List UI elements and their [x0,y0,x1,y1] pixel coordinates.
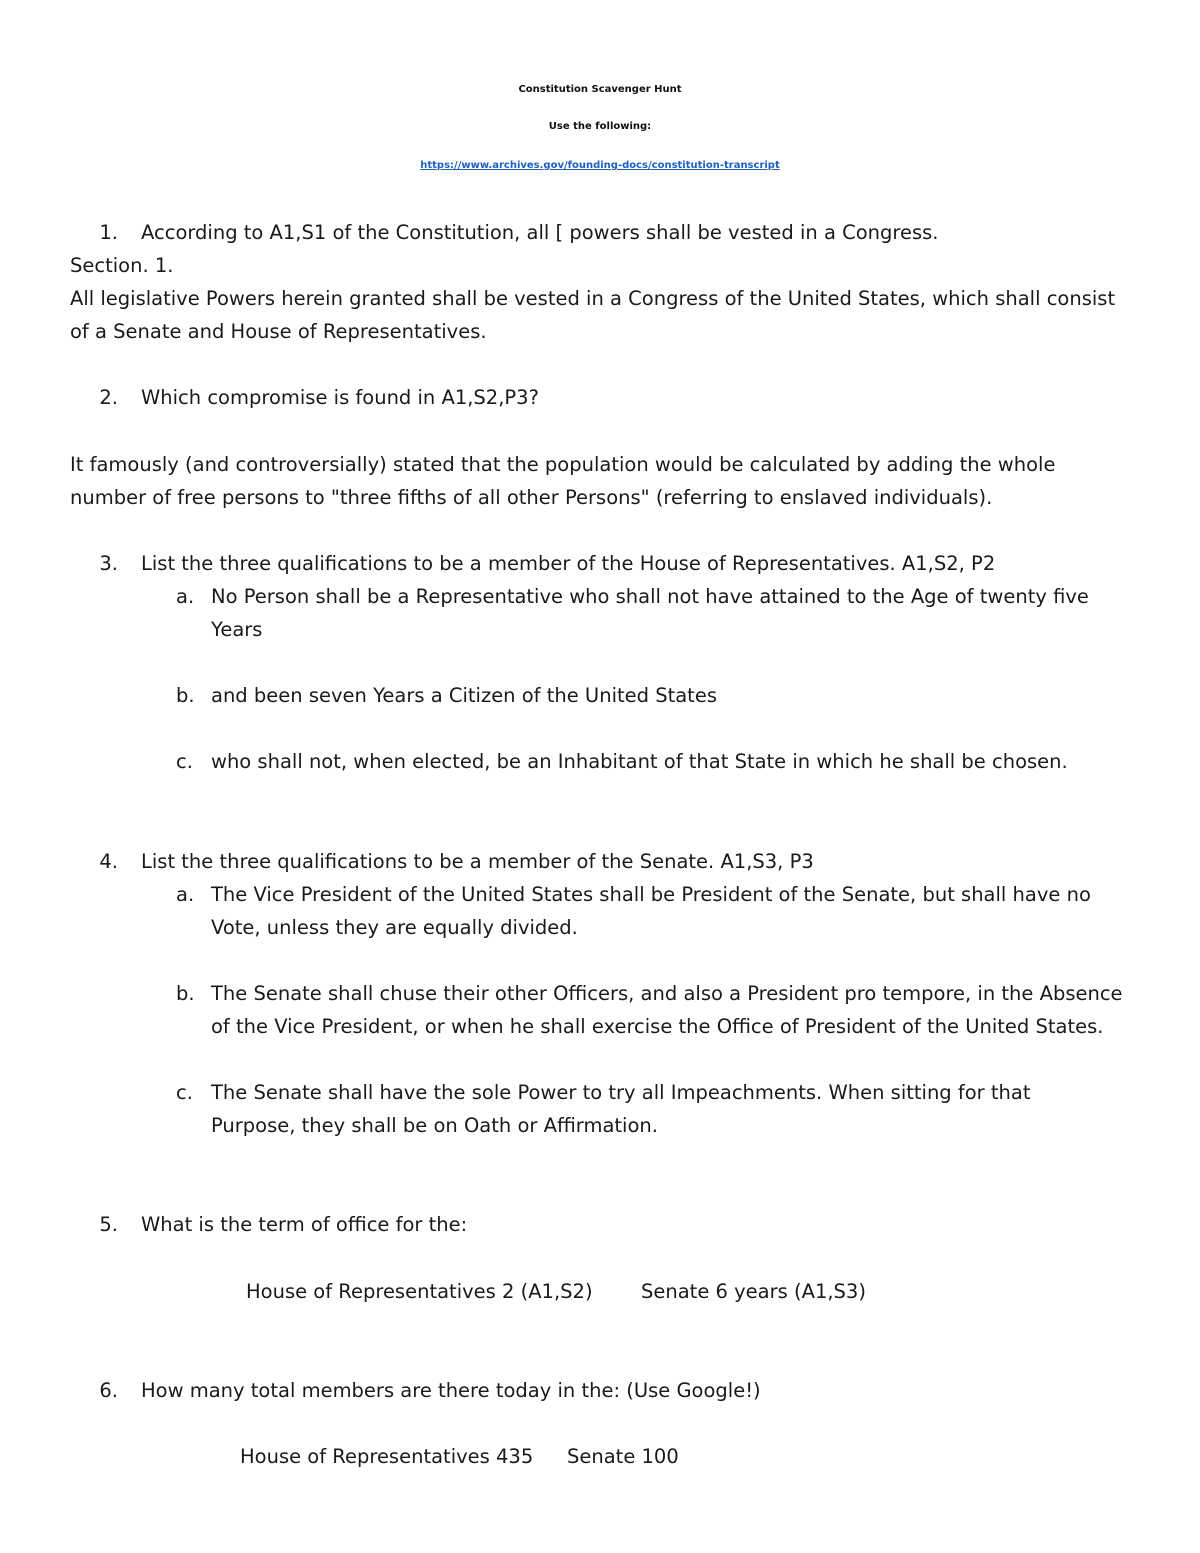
question-3-number: 3. [99,552,118,575]
page-subtitle: Use the following: [548,121,652,132]
question-1-answer-line-1: All legislative Powers herein granted shall be vested in a Congress of the United States, which shall consist [70,287,1116,310]
question-4-text: List the three qualifications to be a member of the Senate. A1,S3, P3 [141,850,814,873]
question-4b-answer-line-2: of the Vice President, or when he shall exercise the Office of President of the United States. [211,1015,1104,1038]
page-title: Constitution Scavenger Hunt [518,84,682,95]
question-4b-letter: b. [176,982,195,1005]
question-1-text: According to A1,S1 of the Constitution, all [ powers shall be vested in a Congress. [141,221,939,244]
question-2-answer-line-2: number of free persons to "three fifths of all other Persons" (referring to enslaved individuals). [70,486,993,509]
question-4b-answer-line-1: The Senate shall chuse their other Officers, and also a President pro tempore, in the Absence [211,982,1123,1005]
question-4c-letter: c. [176,1081,193,1104]
question-4a-answer-line-1: The Vice President of the United States shall be President of the Senate, but shall have no [211,883,1091,906]
question-3a-answer-line-2: Years [211,618,263,641]
question-5-senate-answer: Senate 6 years (A1,S3) [641,1280,866,1303]
question-4-number: 4. [99,850,118,873]
question-6-house-answer: House of Representatives 435 [240,1445,534,1468]
question-3b-letter: b. [176,684,195,707]
question-1-number: 1. [99,221,118,244]
question-4c-answer-line-1: The Senate shall have the sole Power to try all Impeachments. When sitting for that [211,1081,1031,1104]
question-4a-letter: a. [176,883,195,906]
question-6-text: How many total members are there today in the: (Use Google!) [141,1379,761,1402]
question-6-senate-answer: Senate 100 [567,1445,679,1468]
question-1-answer-line-2: of a Senate and House of Representatives. [70,320,487,343]
question-3b-answer: and been seven Years a Citizen of the United States [211,684,717,707]
question-2-number: 2. [99,386,118,409]
question-3a-letter: a. [176,585,195,608]
question-5-house-answer: House of Representatives 2 (A1,S2) [246,1280,593,1303]
question-5-text: What is the term of office for the: [141,1213,468,1236]
question-6-number: 6. [99,1379,118,1402]
question-2-text: Which compromise is found in A1,S2,P3? [141,386,539,409]
question-4a-answer-line-2: Vote, unless they are equally divided. [211,916,578,939]
question-4c-answer-line-2: Purpose, they shall be on Oath or Affirmation. [211,1114,658,1137]
question-1-section: Section. 1. [70,254,174,277]
question-3c-answer: who shall not, when elected, be an Inhabitant of that State in which he shall be chosen. [211,750,1068,773]
question-3a-answer-line-1: No Person shall be a Representative who shall not have attained to the Age of twenty five [211,585,1089,608]
question-3c-letter: c. [176,750,193,773]
source-link[interactable]: https://www.archives.gov/founding-docs/constitution-transcript [420,160,780,171]
question-2-answer-line-1: It famously (and controversially) stated that the population would be calculated by adding the whole [70,453,1056,476]
question-3-text: List the three qualifications to be a member of the House of Representatives. A1,S2, P2 [141,552,996,575]
question-5-number: 5. [99,1213,118,1236]
